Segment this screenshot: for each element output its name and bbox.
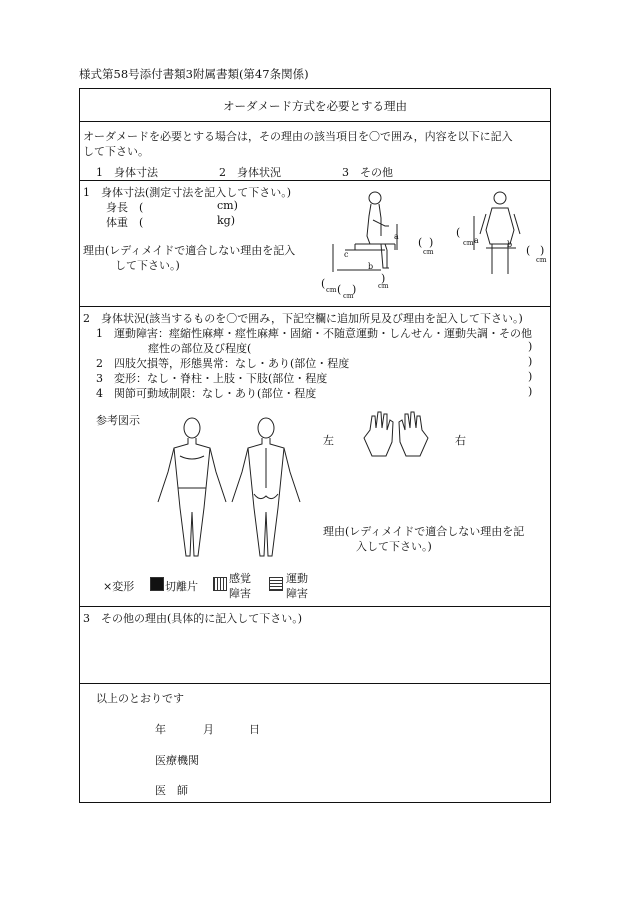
height-unit: cm)	[217, 199, 238, 212]
paren-close: )	[429, 236, 434, 249]
legend-motor-line2: 障害	[286, 587, 308, 600]
divider	[79, 121, 551, 122]
divider	[79, 683, 551, 684]
legend-deformity: ×変形	[103, 580, 135, 593]
paren-open: (	[456, 226, 461, 239]
paren-close: )	[352, 283, 357, 296]
unit-cm: cm	[343, 292, 354, 300]
body-front-back-figure	[150, 416, 310, 566]
item-deformity: 3 変形：なし・脊柱・上肢・下肢(部位・程度	[96, 372, 328, 385]
section3-heading: 3 その他の理由(具体的に記入して下さい。)	[83, 612, 303, 625]
section1-heading: 1 身体寸法(測定寸法を記入して下さい。)	[83, 186, 292, 199]
marker-b: b	[368, 262, 374, 271]
divider	[79, 180, 551, 181]
marker-b: b	[507, 240, 513, 249]
date-day: 日	[249, 723, 260, 736]
item-rom-close: )	[528, 385, 533, 398]
legend-sensory-swatch	[213, 577, 227, 591]
unit-cm: cm	[463, 239, 474, 247]
item-motor-detail-close: )	[528, 340, 533, 353]
option-body-condition[interactable]: 2 身体状況	[219, 166, 281, 179]
item-rom: 4 関節可動域制限：なし・あり(部位・程度	[96, 387, 317, 400]
intro-line1: オーダメードを必要とする場合は，その理由の該当項目を〇で囲み，内容を以下に記入	[83, 130, 513, 143]
paren-open: (	[337, 283, 342, 296]
item-deformity-close: )	[528, 370, 533, 383]
unit-cm: cm	[378, 282, 389, 290]
figure-label: 参考図示	[96, 414, 140, 427]
form-id: 様式第58号添付書類3附属書類(第47条関係)	[79, 67, 309, 81]
divider	[79, 306, 551, 307]
item-limb-loss-close: )	[528, 355, 533, 368]
unit-cm: cm	[536, 256, 547, 264]
intro-line2: して下さい。	[83, 145, 149, 158]
paren-close: )	[540, 244, 545, 257]
height-label: 身長 (	[106, 201, 144, 214]
section2-heading: 2 身体状況(該当するものを〇で囲み，下記空欄に追加所見及び理由を記入して下さい。)	[83, 312, 523, 325]
marker-a: a	[394, 232, 399, 241]
legend-sensory-line2: 障害	[229, 587, 251, 600]
form-title: オーダメード方式を必要とする理由	[223, 99, 407, 113]
hand-left-label: 左	[323, 434, 334, 447]
marker-c: c	[344, 250, 349, 259]
legend-motor-line1: 運動	[286, 572, 308, 585]
weight-label: 体重 (	[106, 216, 144, 229]
paren-open: (	[526, 244, 531, 257]
date-year: 年	[155, 723, 166, 736]
section2-reason-line2: 入して下さい。)	[356, 540, 432, 553]
paren-open: (	[418, 236, 423, 249]
section1-reason-line1: 理由(レディメイドで適合しない理由を記入	[83, 244, 296, 257]
divider	[79, 606, 551, 607]
paren-open: (	[321, 277, 326, 290]
back-figure-diagram	[470, 186, 550, 282]
legend-motor-swatch	[269, 577, 283, 591]
item-limb-loss: 2 四肢欠損等，形態異常：なし・あり(部位・程度	[96, 357, 350, 370]
legend-amputation: 切離片	[165, 580, 198, 593]
legend-amputation-swatch	[150, 577, 164, 591]
date-month: 月	[203, 723, 214, 736]
hand-right-label: 右	[455, 434, 466, 447]
unit-cm: cm	[326, 286, 337, 294]
weight-unit: kg)	[217, 214, 235, 227]
item-motor: 1 運動障害：痙縮性麻痺・痙性麻痺・固縮・不随意運動・しんせん・運動失調・その他	[96, 327, 532, 340]
section1-reason-line2: して下さい。)	[115, 259, 180, 272]
legend-sensory-line1: 感覚	[229, 572, 251, 585]
hands-figure	[360, 410, 432, 462]
section2-reason-line1: 理由(レディメイドで適合しない理由を記	[323, 525, 525, 538]
item-motor-detail: 痙性の部位及び程度(	[148, 342, 252, 355]
marker-a: a	[474, 236, 479, 245]
option-body-size[interactable]: 1 身体寸法	[96, 166, 158, 179]
unit-cm: cm	[423, 248, 434, 256]
doctor-label: 医 師	[155, 784, 188, 797]
institution-label: 医療機関	[155, 754, 199, 767]
option-other[interactable]: 3 その他	[342, 166, 393, 179]
footer-statement: 以上のとおりです	[96, 692, 184, 705]
paren-close: )	[381, 272, 386, 285]
